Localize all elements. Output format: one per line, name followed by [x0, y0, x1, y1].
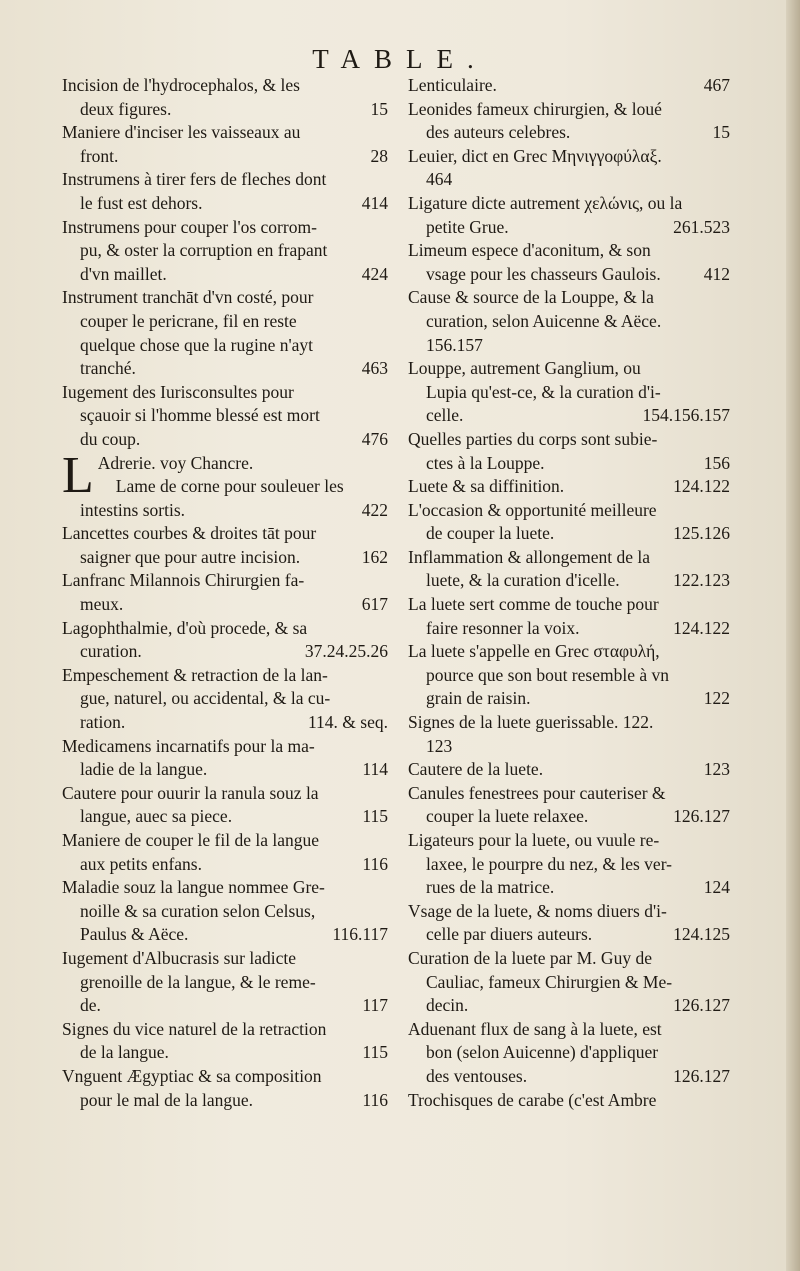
index-entry [62, 1065, 388, 1112]
entry-text-line: langue, auec sa piece. [80, 806, 233, 827]
entry-text-line: Maniere d'inciser les vaisseaux au [62, 122, 301, 143]
entry-text-line: Cautere pour ouurir la ranula souz la [62, 782, 319, 803]
index-entry [408, 74, 730, 98]
page-reference: 476 [361, 428, 388, 449]
index-entry [62, 381, 388, 452]
entry-text-line: Luete & sa diffinition. [408, 476, 565, 497]
page-reference: 126.127 [673, 806, 730, 827]
index-entry [62, 782, 388, 829]
index-entry [408, 947, 730, 1018]
index-entry [62, 446, 388, 523]
page-reference: 122.123 [673, 570, 730, 591]
entry-text-line: curation, selon Auicenne & Aëce. [426, 310, 662, 331]
entry-text-line: Instrumens pour couper l'os corrom- [62, 216, 317, 237]
entry-text-line: Lame de corne pour souleuer les [115, 476, 344, 497]
index-entry [62, 829, 388, 876]
entry-text-line: Lagophthalmie, d'où procede, & sa [62, 617, 308, 638]
entry-text-line: Lenticulaire. [408, 75, 497, 95]
entry-text-line: vsage pour les chasseurs Gaulois. [426, 263, 661, 284]
index-entry [62, 286, 388, 380]
entry-text-line: Aduenant flux de sang à la luete, est [408, 1018, 662, 1039]
index-entry [62, 947, 388, 1018]
entry-text-line: celle. [426, 405, 464, 426]
entry-text-line: Cause & source de la Louppe, & la [408, 287, 654, 308]
entry-text-line: Incision de l'hydrocephalos, & les [62, 75, 300, 95]
entry-text-line: Limeum espece d'aconitum, & son [408, 240, 651, 261]
entry-text-line: Ligateurs pour la luete, ou vuule re- [408, 830, 660, 850]
entry-text-line: 123 [426, 735, 453, 756]
entry-text-line: luete, & la curation d'icelle. [426, 570, 620, 591]
entry-text-line: faire resonner la voix. [426, 617, 580, 638]
page-reference: 261.523 [673, 216, 730, 237]
index-entry [62, 121, 388, 168]
entry-text-line: couper le pericrane, fil en reste [80, 310, 297, 331]
entry-text-line: pource que son bout resemble à vn [426, 664, 669, 685]
entry-text-line: des auteurs celebres. [426, 122, 571, 143]
index-entry [408, 1018, 730, 1089]
entry-text-line: front. [80, 145, 119, 166]
entry-text-line: Vnguent Ægyptiac & sa composition [62, 1065, 322, 1086]
entry-text-line: intestins sortis. [80, 499, 186, 520]
entry-text-line: petite Grue. [426, 216, 509, 237]
entry-text-line: Inflammation & allongement de la [408, 546, 651, 567]
entry-text-line: quelque chose que la rugine n'ayt [80, 334, 314, 355]
entry-text-line: Medicamens incarnatifs pour la ma- [62, 735, 315, 756]
index-entry [408, 145, 730, 192]
page-reference: 154.156.157 [642, 405, 730, 426]
entry-text-line: Ligature dicte autrement χελώνις, ou la [408, 192, 683, 213]
index-entry [408, 239, 730, 286]
index-entry [62, 74, 388, 121]
entry-text-line: Leonides fameux chirurgien, & loué [408, 98, 662, 119]
entry-text-line: Lancettes courbes & droites tāt pour [62, 523, 317, 544]
entry-text-line: de la langue. [80, 1042, 169, 1063]
entry-text-line: La luete s'appelle en Grec σταφυλή, [408, 641, 660, 662]
drop-capital: L [62, 446, 94, 504]
entry-text-line: Paulus & Aëce. [80, 924, 189, 945]
page-reference: 126.127 [673, 1065, 730, 1086]
page-reference: 124 [703, 877, 730, 898]
index-entry [62, 876, 388, 947]
page-reference: 125.126 [673, 523, 730, 544]
entry-text-line: du coup. [80, 428, 141, 449]
entry-text-line: Lanfranc Milannois Chirurgien fa- [62, 570, 305, 591]
entry-text-line: Iugement d'Albucrasis sur ladicte [62, 947, 296, 968]
page-reference: 15 [370, 98, 388, 119]
entry-text-line: Cautere de la luete. [408, 759, 544, 780]
entry-text-line: Instrumens à tirer fers de fleches dont [62, 169, 327, 190]
entry-text-line: Iugement des Iurisconsultes pour [62, 381, 294, 402]
entry-text-line: Lupia qu'est-ce, & la curation d'i- [426, 381, 661, 402]
page-reference: 114 [362, 759, 388, 780]
index-entry [408, 286, 730, 357]
entry-text-line: decin. [426, 995, 469, 1016]
index-entry [408, 900, 730, 947]
index-entry [62, 735, 388, 782]
index-entry [408, 475, 730, 499]
entry-text-line: Trochisques de carabe (c'est Ambre [408, 1089, 657, 1110]
page-reference: 124.125 [673, 924, 730, 945]
entry-text-line: meux. [80, 594, 124, 615]
page-reference: 463 [361, 358, 388, 379]
page-reference: 114. & seq. [307, 712, 388, 733]
index-entry [62, 664, 388, 735]
entry-text-line: Signes de la luete guerissable. 122. [408, 712, 654, 733]
page-reference: 117 [362, 995, 388, 1016]
index-entry [62, 168, 388, 215]
entry-text-line: curation. [80, 641, 142, 662]
page-reference: 115 [362, 806, 388, 827]
entry-text-line: grain de raisin. [426, 688, 531, 709]
entry-text-line: celle par diuers auteurs. [426, 924, 593, 945]
entry-text-line: tranché. [80, 358, 136, 379]
index-entry [408, 428, 730, 475]
index-entry [408, 593, 730, 640]
index-entry [408, 640, 730, 711]
page-reference: 37.24.25.26 [304, 641, 388, 662]
entry-text-line: saigner que pour autre incision. [80, 546, 301, 567]
index-entry [408, 357, 730, 428]
entry-text-line: couper la luete relaxee. [426, 806, 589, 827]
page-reference: 116.117 [332, 924, 388, 945]
page-reference: 414 [361, 192, 388, 213]
entry-text-line: ration. [80, 712, 126, 733]
entry-text-line: sçauoir si l'homme blessé est mort [80, 405, 320, 426]
page-reference: 617 [361, 594, 388, 615]
entry-text-line: Canules fenestrees pour cauteriser & [408, 782, 666, 803]
entry-text-line: bon (selon Auicenne) d'appliquer [426, 1042, 659, 1063]
index-entry [62, 216, 388, 287]
entry-text-line: Empeschement & retraction de la lan- [62, 664, 328, 685]
index-column-right [408, 74, 730, 1112]
entry-text-line: 156.157 [426, 334, 483, 355]
page-reference: 115 [362, 1042, 388, 1063]
entry-text-line: aux petits enfans. [80, 853, 202, 874]
index-entry [408, 546, 730, 593]
index-entry [62, 522, 388, 569]
page-reference: 124.122 [673, 617, 730, 638]
entry-text-line: de couper la luete. [426, 523, 555, 544]
entry-text-line: d'vn maillet. [80, 263, 167, 284]
index-entry [408, 98, 730, 145]
index-entry [408, 829, 730, 900]
entry-text-line: Vsage de la luete, & noms diuers d'i- [408, 900, 667, 921]
index-entry [408, 711, 730, 758]
entry-text-line: grenoille de la langue, & le reme- [80, 971, 316, 992]
page-reference: 123 [703, 759, 730, 780]
page-reference: 126.127 [673, 995, 730, 1016]
page-reference: 412 [703, 263, 730, 284]
page-reference: 467 [703, 75, 730, 95]
page-reference: 124.122 [673, 476, 730, 497]
entry-text-line: deux figures. [80, 98, 172, 119]
index-entry [408, 1089, 730, 1113]
index-entry [62, 569, 388, 616]
entry-text-line: La luete sert comme de touche pour [408, 594, 659, 615]
page-reference: 162 [361, 546, 388, 567]
entry-text-line: des ventouses. [426, 1065, 528, 1086]
entry-text-line: Instrument tranchāt d'vn costé, pour [62, 287, 314, 308]
entry-text-line: Leuier, dict en Grec Μηνιγγοφύλαξ. [408, 145, 662, 166]
entry-text-line: de. [80, 995, 101, 1016]
page-reference: 116 [362, 853, 388, 874]
entry-text-line: Maniere de couper le fil de la langue [62, 830, 320, 850]
index-entry [62, 1018, 388, 1065]
page-reference: 116 [362, 1089, 388, 1110]
entry-text-line: le fust est dehors. [80, 192, 203, 213]
entry-text-line: pour le mal de la langue. [80, 1089, 253, 1110]
entry-text-line: Quelles parties du corps sont subie- [408, 428, 658, 449]
entry-text-line: gue, naturel, ou accidental, & la cu- [80, 688, 331, 709]
entry-text-line: laxee, le pourpre du nez, & les ver- [426, 853, 672, 874]
index-entry [408, 192, 730, 239]
entry-text-line: 464 [426, 169, 453, 190]
entry-text-line: Signes du vice naturel de la retraction [62, 1018, 327, 1039]
index-column-left [62, 74, 388, 1112]
entry-text-line: ctes à la Louppe. [426, 452, 545, 473]
index-entry [62, 617, 388, 664]
entry-text-line: Adrerie. voy Chancre. [97, 452, 254, 473]
entry-text-line: pu, & oster la corruption en frapant [80, 240, 328, 261]
page-title: TABLE. [312, 44, 488, 74]
page-reference: 156 [703, 452, 730, 473]
entry-text-line: Maladie souz la langue nommee Gre- [62, 877, 325, 898]
page-reference: 15 [712, 122, 730, 143]
entry-text-line: noille & sa curation selon Celsus, [80, 900, 316, 921]
page-reference: 122 [703, 688, 730, 709]
page-reference: 424 [361, 263, 388, 284]
index-entry [408, 499, 730, 546]
page-reference: 28 [370, 145, 388, 166]
entry-text-line: Louppe, autrement Ganglium, ou [408, 358, 641, 379]
entry-text-line: ladie de la langue. [80, 759, 208, 780]
entry-text-line: Cauliac, fameux Chirurgien & Me- [426, 971, 673, 992]
entry-text-line: rues de la matrice. [426, 877, 555, 898]
page-edge [786, 0, 800, 1271]
entry-text-line: L'occasion & opportunité meilleure [408, 499, 657, 520]
page-reference: 422 [361, 499, 388, 520]
entry-text-line: Curation de la luete par M. Guy de [408, 947, 652, 968]
index-entry [408, 782, 730, 829]
index-entry [408, 758, 730, 782]
